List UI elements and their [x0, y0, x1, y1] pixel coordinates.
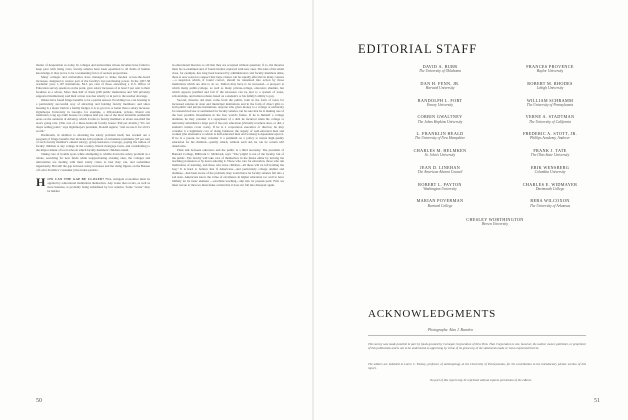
- section-text: First, stringent economies must be applied by educational institutions themselves. Any waste that occurs, as well as most luxuries, is probably being subsidized by low salaries. Some "waste" may be hidden: [47, 177, 150, 193]
- paragraph: Plain talk between educators and the public is a third necessity. The president of Barnard College, Millicent C. McIntosh, says: "The 'plight' is not of the faculty, but of the public. The faculty will take care of themselves in the future either by leaving the teaching profession or by never entering it. Those who care for education, those who run institutions of learning, and those who have children—all these will be left holding the bag." It is hard to believe that if Americans—and particularly college alumni and alumnae—had been aware of the problem, they would have let faculty salaries fall into a sad state. Americans know the value of excellence in higher education too well to have blithely let its basic element —excellent teaching—slip into its present peril. First we must rescue it; then we must make certain that it does not fall into disrepair again.: [172, 147, 284, 187]
- staff-name: MARIAN POVERMAN: [416, 198, 464, 204]
- paragraph: matter of desperation as today. In colleges and universities whose incomes have failed to keep pace with rising costs, faculty salaries have been equalized to all fields of human knowledge, it may prove to be a weakening factor of serious proportions.: [36, 63, 150, 75]
- staff-affiliation: Phillips Academy, Andover: [530, 136, 570, 141]
- staff-name: WILLIAM SCHRAMM: [526, 97, 574, 103]
- staff-name: CHARLES E. WIDMAYER: [522, 181, 578, 187]
- staff-affiliation: Columbia University: [534, 169, 566, 174]
- staff-entry: [390, 148, 490, 158]
- reprint-notice: No part of this report may be reprinted without express permission of the editors.: [430, 378, 532, 382]
- page-number-right: 51: [594, 398, 600, 404]
- drop-cap: H: [36, 175, 46, 190]
- staff-affiliation: The University of New Hampshire: [414, 136, 466, 141]
- staff-name: FREDERIC A. STOTT, JR.: [522, 131, 578, 137]
- acknowledgment-grant: This survey was made possible in part by funds granted by Carnegie Corporation of New York. That Corporation is not, however, the author, owner, publisher, or proprietor of this publication and is not to be understood as approving by virtue of its grant any of the statements made or views expressed therein.: [368, 342, 586, 350]
- staff-name: FRANCES PROVENCE: [526, 64, 574, 69]
- acknowledgments-title: ACKNOWLEDGMENTS: [368, 308, 497, 320]
- paragraph: in educational theories so old that they are accepted without question; if so, the theories must be re-examined and, if found invalid, replaced with new ones. The idea of the small class, for example, has long been honored by administrators and faculty members alike; there is now reason to suspect that large classes can be equally effective in many courses—a suspicion which, if found correct, should be translated into action by those institutions which are able to do so. Tuition may have to be increased—a prospect at which many public-college, as well as many private-college, educators shudder, but which appears justified and fair if the increases can be tied to a system of loans, scholarships, and tuition rebates based on a student's or his family's ability to pay.: [172, 63, 284, 98]
- staff-affiliation: Lehigh University: [536, 86, 564, 90]
- staff-name: JEAN D. LINEHAN: [419, 164, 461, 170]
- staff-entry: [500, 182, 600, 192]
- staff-entry: [390, 81, 490, 91]
- section-paragraph: [47, 178, 150, 193]
- staff-entry: [390, 131, 490, 141]
- acknowledgment-editors: The editors are indebted to Loren C. Eiseley, professor of anthropology at the University of Pennsylvania, for his contribution to the introductory picture section of this report.: [368, 362, 586, 370]
- staff-affiliation: St. John's University: [424, 153, 456, 158]
- article-column-2: [172, 64, 284, 188]
- staff-name: CORBIN GWALTNEY: [417, 114, 463, 120]
- staff-name: L. FRANKLIN HEALD: [416, 131, 464, 137]
- staff-affiliation: Baylor University: [536, 69, 564, 74]
- staff-entry: [500, 165, 600, 175]
- staff-name: CHESLEY WORTHINGTON: [466, 217, 524, 223]
- divider: [368, 335, 586, 336]
- paragraph: Others have found fringe benefits to be a partial answer. Providing low-cost housing is a particularly successful way of attracting and holding faculty members; and since housing is a major item in a family budget, it is as good as or better than a salary increase. Oglethorpe University in Georgia, for example, a 200-student, private, liberal arts institution, long ago built houses on campus land (on one of the most desirable residential areas on the outskirts of Atlanta), which it rents to faculty members at about one-third the area's going rate. (The cost of a three-bedroom faculty house: $50 per month.) "It's our major selling point," says Oglethorpe's president, Donald Agnew, "and we use it for all it's worth.": [36, 97, 150, 133]
- staff-affiliation: Brown University: [482, 222, 508, 227]
- staff-affiliation: Washington University: [423, 186, 457, 191]
- staff-name: FRANK J. TATE: [533, 147, 567, 153]
- staff-name: ROBERT M. RHODES: [527, 80, 573, 86]
- staff-entry: [500, 148, 600, 158]
- section-opening: [36, 175, 150, 193]
- staff-entry: [390, 98, 490, 108]
- staff-affiliation: Dartmouth College: [535, 186, 565, 191]
- staff-entry: [500, 81, 600, 91]
- staff-affiliation: Harvard University: [425, 86, 455, 90]
- left-page: [0, 0, 312, 420]
- staff-entry: [390, 198, 490, 208]
- paragraph: Dartmouth, in addition to attacking the salary problem itself, has worked out a program of fringe benefits that includes full payment of retirement premiums (18 per cent of each faculty member's annual salary), group insurance coverage, paying the tuition of faculty children at any college in the country, liberal mortgage loans, and contributing to the improvement of local schools which faculty members' children attend.: [36, 132, 150, 153]
- staff-entry: [390, 217, 600, 227]
- staff-affiliation: Barnard College: [427, 203, 453, 208]
- staff-affiliation: Emory University: [426, 102, 454, 107]
- paragraph: Many colleges and universities have managed to make modest across-the-board increases, designed to restore part of the faculty's lost purchasing power. In the 1957-58 academic year, 1,197 institutions, 84.5 per cent of those answering a U.S. Office of Education survey question on the point, gave salary increases of at least 5 per cent to their faculties as a whole. More than half of them (248 public institutions and 329 privately supported institutions) said their action was due wholly or in part to the teacher shortage.: [36, 74, 150, 98]
- staff-entry: [390, 165, 490, 175]
- staff-entry: [500, 131, 600, 141]
- staff-entry: [500, 98, 600, 108]
- staff-affiliation: The University of Arkansas: [529, 203, 571, 208]
- staff-affiliation: The Ohio State University: [530, 153, 570, 158]
- editorial-staff-title: EDITORIAL STAFF: [358, 42, 478, 56]
- staff-entry: [500, 114, 600, 124]
- article-column-1: [36, 64, 150, 194]
- staff-name: REBA WILCOXON: [530, 198, 570, 204]
- section-heading: OW CAN THE GAP BE CLOSED?: [47, 177, 105, 182]
- photo-credit: Photographs: Alan J. Bearden: [428, 328, 473, 332]
- staff-name: DAN H. FENN, JR.: [420, 80, 460, 86]
- staff-affiliation: The American Alumni Council: [417, 169, 463, 174]
- staff-name: RANDOLPH L. FORT: [417, 97, 463, 103]
- editorial-staff-list: [390, 64, 600, 227]
- staff-entry: [390, 114, 490, 124]
- staff-affiliation: The University of Oklahoma: [419, 69, 461, 74]
- staff-affiliation: The University of Pennsylvania: [526, 102, 574, 107]
- staff-name: ROBERT L. PAYTON: [418, 181, 462, 187]
- staff-entry: [390, 182, 490, 192]
- page-number-left: 50: [36, 398, 42, 404]
- staff-entry: [500, 198, 600, 208]
- staff-entry: [390, 64, 490, 74]
- paragraph: Taking care of trouble spots while attempting to whittle down the salary problem as a whole, searching for new funds while reapportioning existing ones, the colleges and universities are dealing with their salary crises as best they can, and sometimes ingeniously. But still the gap between salary increases and the rising figures on the Bureau of Labor Statistics' consumer price index persists.: [36, 152, 150, 172]
- staff-affiliation: The Johns Hopkins University: [417, 119, 463, 124]
- staff-affiliation: The University of California: [529, 119, 571, 124]
- paragraph: Second, massive aid must come from the public, both in the form of taxes for increased salaries in state and municipal institutions and in the form of direct gifts to both public and private institutions. Anyone who gives money to a college or university for unrestricted use or earmarked for faculty salaries can be sure that he is making one of the best possible investments in the free world's future. If he is himself a college alumnus, he may consider it a repayment of a debt he incurred when his college or university subsidized a large part of his own education (virtually nowhere does, or did, a student's tuition cover costs). If he is a corporation executive or director, he may consider it a legitimate cost of doing business; the supply of well-educated men and women (the alternative to which is half-educated men and women) is dependent upon it. If he is a parent, he may consider it a premium on a policy to insure high-quality education for his children—quality which, without such aid, he can be certain will deteriorate.: [172, 97, 284, 148]
- staff-name: CHARLES M. HELMKEN: [413, 147, 467, 153]
- staff-entry: [500, 64, 600, 74]
- staff-name: ERIK WENSBERG: [530, 164, 570, 170]
- staff-name: VERNE A. STADTMAN: [525, 114, 575, 120]
- staff-name: DAVID A. BURR: [422, 64, 458, 69]
